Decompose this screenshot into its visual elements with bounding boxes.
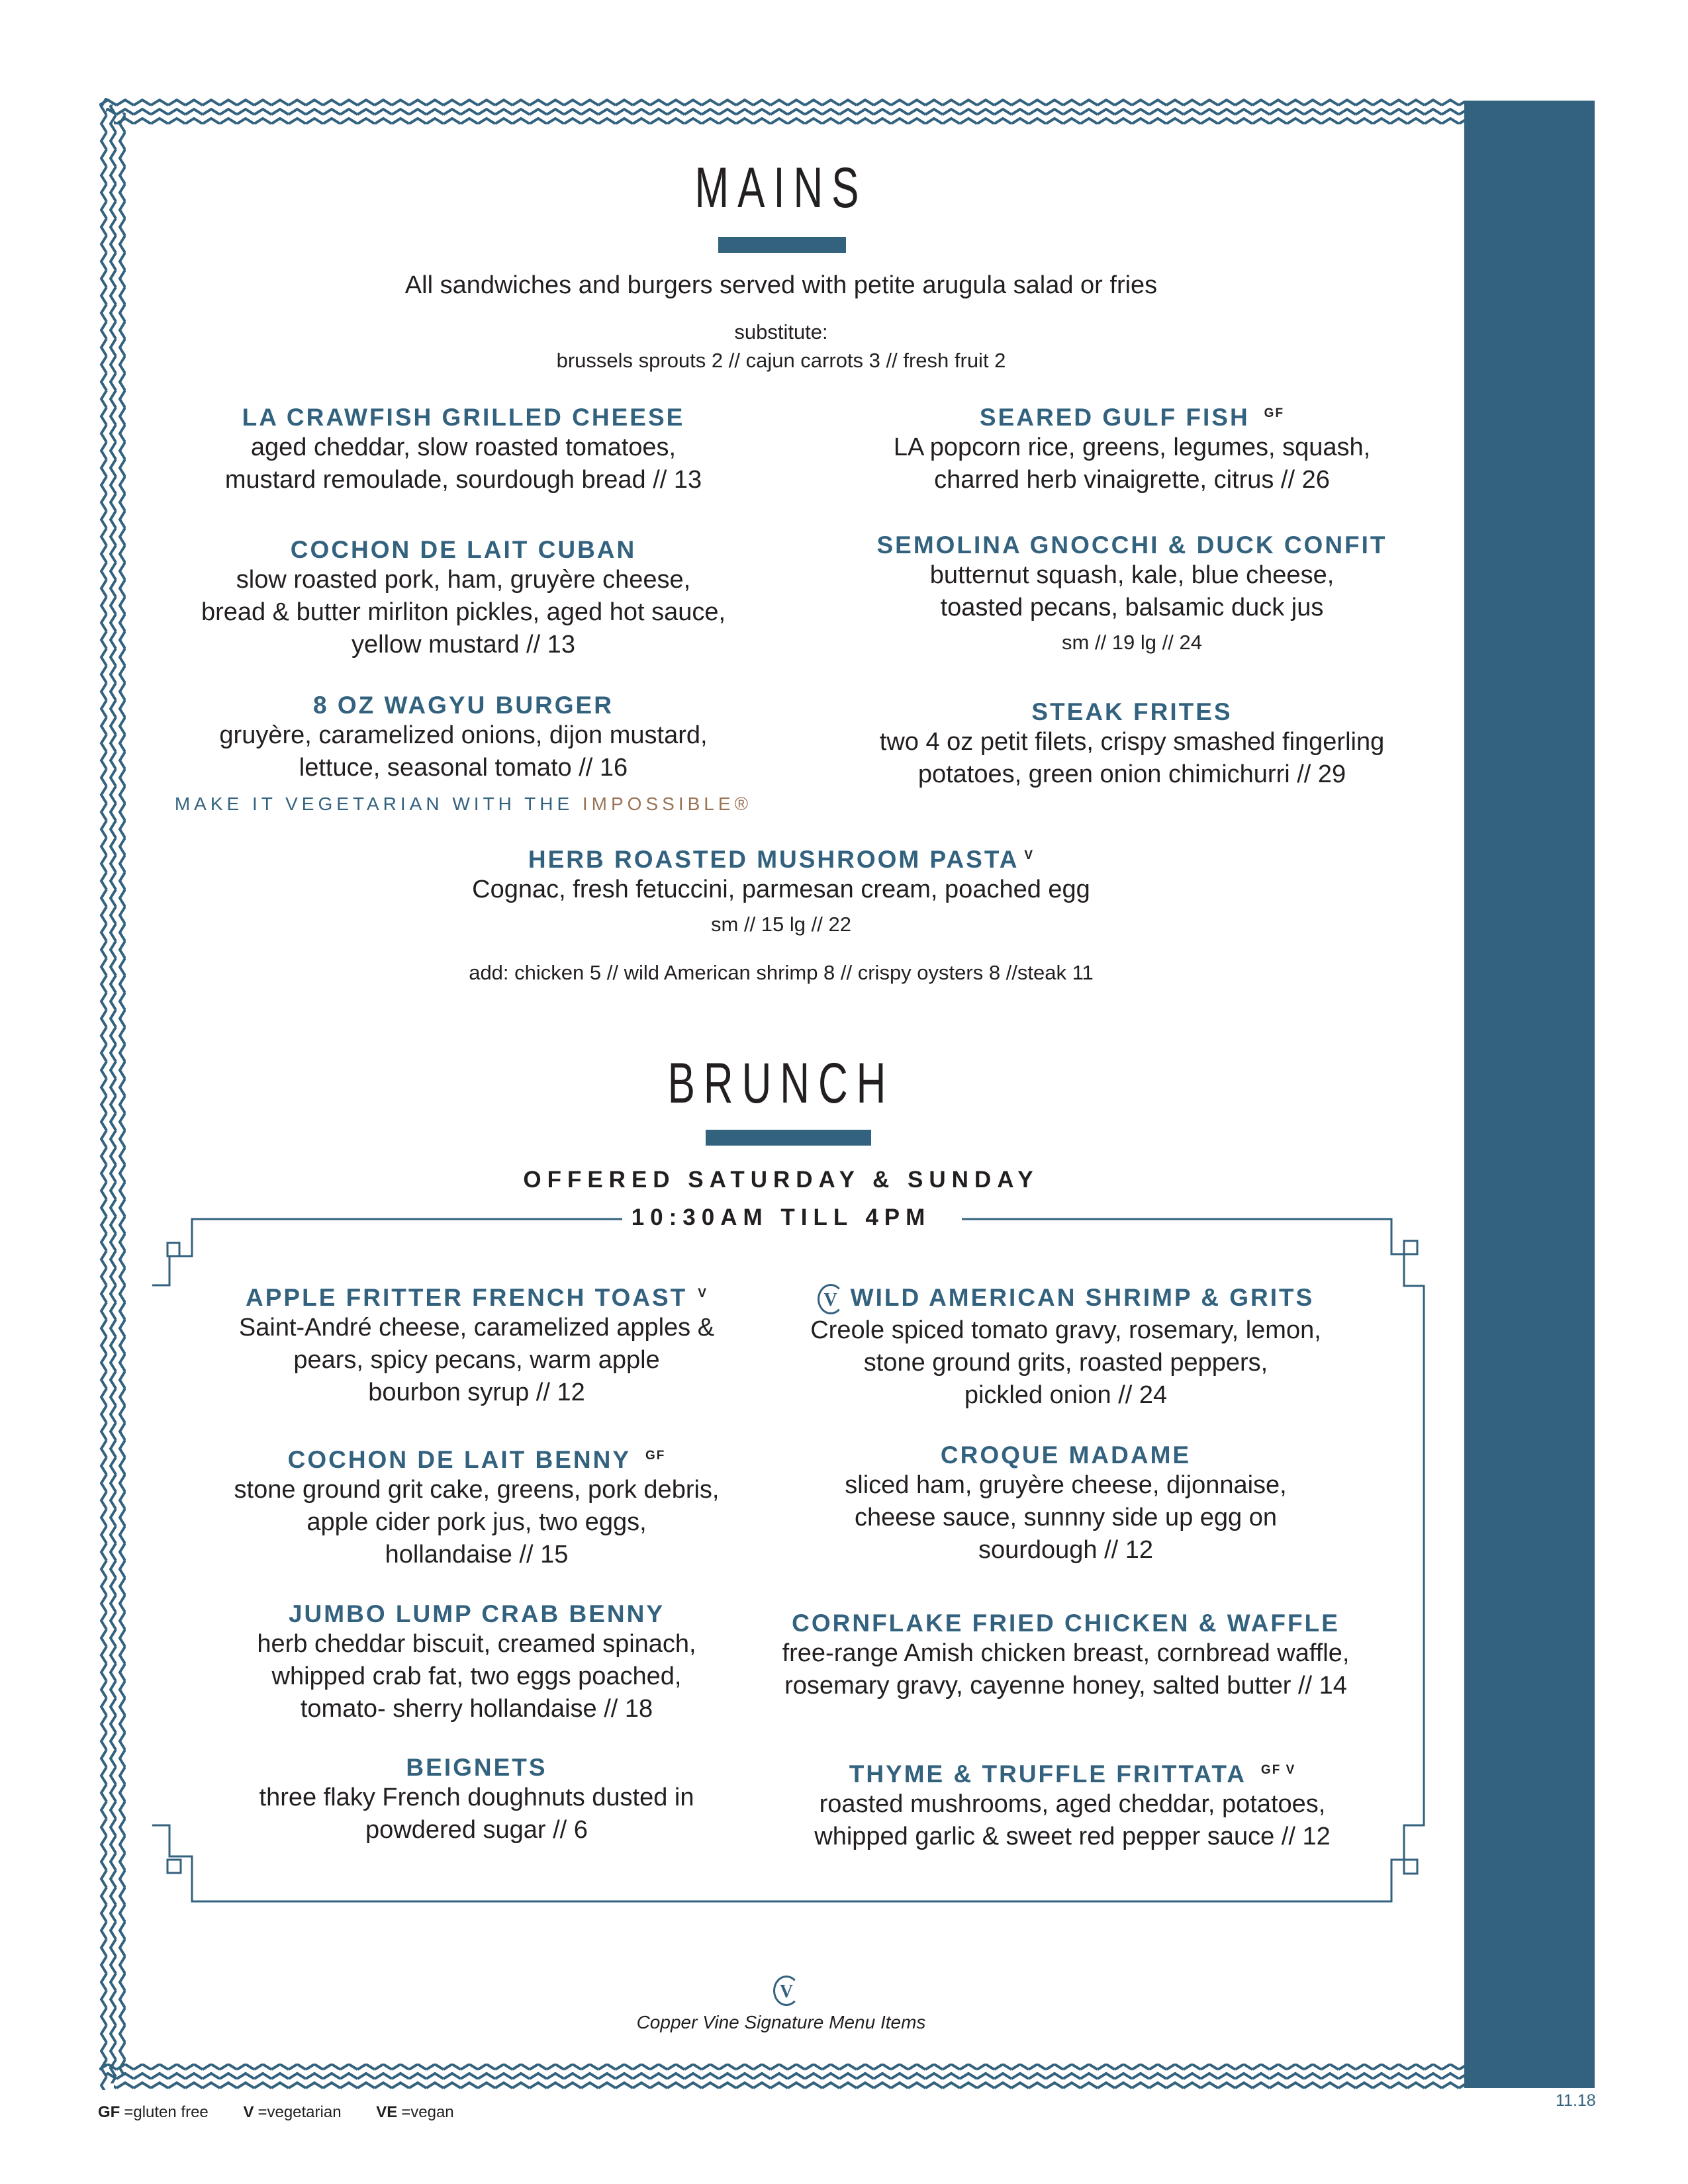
item-desc: roasted mushrooms, aged cheddar, potatoes, whipped garlic & sweet red pepper sauce // 12	[814, 1790, 1331, 1850]
legend-item: VE =vegan	[376, 2103, 454, 2121]
dietary-legend	[98, 2103, 454, 2122]
menu-item	[827, 698, 1436, 791]
vegetarian-tag: V	[698, 1286, 708, 1300]
menu-item	[159, 692, 768, 815]
menu-item	[827, 531, 1436, 655]
legend-item: GF =gluten free	[98, 2103, 209, 2121]
menu-item	[159, 404, 768, 496]
item-desc: two 4 oz petit filets, crispy smashed fingerling potatoes, green onion chimichurri // 29	[879, 728, 1385, 788]
menu-item	[768, 1284, 1364, 1412]
item-desc: sliced ham, gruyère cheese, dijonnaise, cheese sauce, sunnny side up egg on sourdough // 12	[845, 1471, 1287, 1564]
item-name: SEMOLINA GNOCCHI & DUCK CONFIT	[876, 531, 1387, 559]
legend-item: V =vegetarian	[243, 2103, 342, 2121]
gluten-free-vegetarian-tag: GF V	[1260, 1762, 1296, 1777]
item-name: CROQUE MADAME	[940, 1441, 1192, 1469]
signature-icon: V	[773, 1976, 800, 2006]
item-desc: LA popcorn rice, greens, legumes, squash, charred herb vinaigrette, citrus // 26	[893, 433, 1371, 494]
menu-item	[159, 536, 768, 661]
item-desc: Cognac, fresh fetuccini, parmesan cream, poached egg	[472, 876, 1090, 903]
mains-title-underline	[718, 237, 846, 253]
brunch-hours: 10:30AM TILL 4PM	[631, 1205, 931, 1230]
item-desc: herb cheddar biscuit, creamed spinach, whipped crab fat, two eggs poached, tomato- sherry hollandaise // 18	[257, 1630, 696, 1723]
brunch-offered-days: OFFERED SATURDAY & SUNDAY	[523, 1167, 1039, 1193]
gluten-free-tag: GF	[1264, 406, 1285, 420]
item-name: JUMBO LUMP CRAB BENNY	[288, 1600, 665, 1627]
brunch-title-underline	[706, 1130, 871, 1146]
add-ons: add: chicken 5 // wild American shrimp 8 // crispy oysters 8 //steak 11	[469, 961, 1094, 984]
menu-item	[741, 1610, 1390, 1702]
menu-item	[827, 404, 1436, 496]
vegetarian-note: MAKE IT VEGETARIAN WITH THE IMPOSSIBLE®	[174, 794, 753, 814]
item-name: COCHON DE LAIT BENNY	[287, 1446, 631, 1473]
menu-item	[768, 1441, 1364, 1567]
item-desc: stone ground grit cake, greens, pork debris, apple cider pork jus, two eggs, hollandaise // 15	[234, 1476, 720, 1569]
decorative-sidebar-band	[1464, 101, 1595, 2088]
signature-item-icon: V	[818, 1284, 844, 1314]
item-name: HERB ROASTED MUSHROOM PASTA	[528, 846, 1019, 873]
item-desc: Creole spiced tomato gravy, rosemary, lemon, stone ground grits, roasted peppers, pickled onion // 24	[810, 1316, 1321, 1410]
item-desc: Saint-André cheese, caramelized apples & pears, spicy pecans, warm apple bourbon syrup // 12	[238, 1314, 715, 1406]
item-name: SEARED GULF FISH	[979, 404, 1250, 431]
menu-item	[192, 1284, 761, 1409]
item-name: 8 OZ WAGYU BURGER	[313, 692, 614, 719]
menu-item	[192, 1446, 761, 1571]
item-desc: aged cheddar, slow roasted tomatoes, mustard remoulade, sourdough bread // 13	[224, 433, 702, 494]
item-desc: butternut squash, kale, blue cheese, toasted pecans, balsamic duck jus	[929, 561, 1335, 621]
item-name: CORNFLAKE FRIED CHICKEN & WAFFLE	[792, 1610, 1340, 1637]
mains-intro: All sandwiches and burgers served with petite arugula salad or fries	[404, 271, 1158, 299]
substitute-options: brussels sprouts 2 // cajun carrots 3 // fresh fruit 2	[556, 349, 1006, 372]
impossible-brand: IMPOSSIBLE®	[582, 794, 753, 814]
item-price-sizes: sm // 19 lg // 24	[1062, 631, 1202, 654]
item-desc: gruyère, caramelized onions, dijon mustard, lettuce, seasonal tomato // 16	[219, 721, 708, 782]
item-name: STEAK FRITES	[1031, 698, 1233, 725]
gluten-free-tag: GF	[645, 1448, 666, 1463]
substitute-label: substitute:	[734, 320, 828, 343]
item-name: COCHON DE LAIT CUBAN	[290, 536, 637, 563]
menu-item	[192, 1600, 761, 1725]
item-name: BEIGNETS	[406, 1754, 547, 1781]
item-name: THYME & TRUFFLE FRITTATA	[849, 1760, 1246, 1788]
signature-note: Copper Vine Signature Menu Items	[636, 2012, 926, 2032]
item-name: LA CRAWFISH GRILLED CHEESE	[242, 404, 685, 431]
menu-item	[417, 846, 1145, 936]
item-desc: slow roasted pork, ham, gruyère cheese, bread & butter mirliton pickles, aged hot sauce, yellow mustard // 13	[201, 566, 726, 659]
menu-version: 11.18	[1556, 2091, 1596, 2110]
item-desc: three flaky French doughnuts dusted in powdered sugar // 6	[259, 1784, 694, 1844]
brunch-title: BRUNCH	[667, 1052, 895, 1115]
item-name: APPLE FRITTER FRENCH TOAST	[246, 1284, 688, 1311]
item-desc: free-range Amish chicken breast, cornbread waffle, rosemary gravy, cayenne honey, salted butter // 14	[782, 1639, 1350, 1700]
menu-item	[192, 1754, 761, 1846]
item-price-sizes: sm // 15 lg // 22	[711, 913, 851, 936]
item-name: WILD AMERICAN SHRIMP & GRITS	[850, 1284, 1315, 1311]
vegetarian-tag: V	[1024, 848, 1035, 862]
menu-item	[768, 1760, 1377, 1853]
mains-title: MAINS	[694, 156, 868, 220]
